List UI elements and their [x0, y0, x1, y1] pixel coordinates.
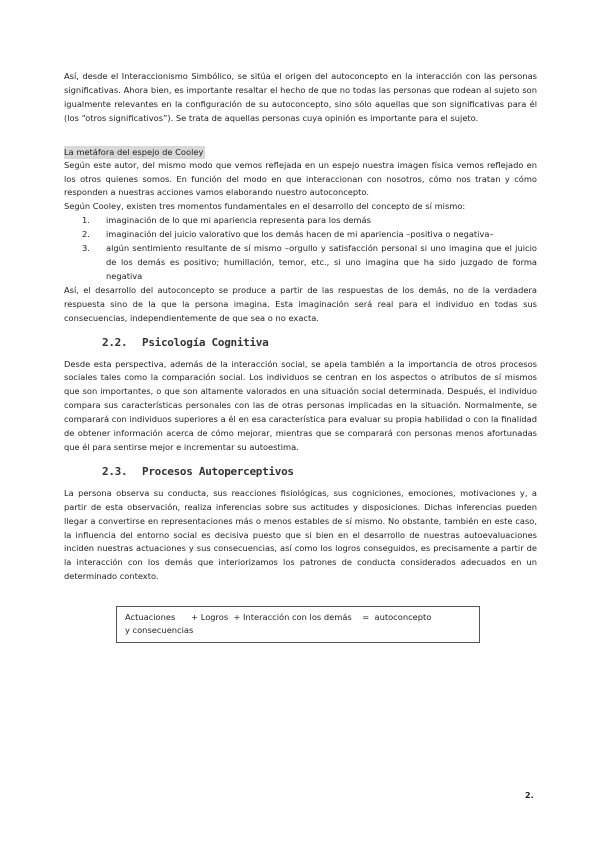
list-item — [64, 228, 537, 242]
section-title: Procesos Autoperceptivos — [142, 464, 294, 478]
section-title: Psicología Cognitiva — [142, 335, 269, 349]
list-item-number: 2. — [82, 229, 90, 240]
formula-line-2: y consecuencias — [125, 625, 194, 636]
page-number: 2. — [525, 791, 534, 800]
section-number: 2.2. — [102, 335, 128, 349]
cognitive-paragraph: Desde esta perspectiva, además de la interacción social, se apela también a la importancia de otros procesos sociales tales como la comparación social. Los individuos se centran en los aspectos o atributos de sí mismos que son importantes, o que son altamente valorados en una situación social determinada. Después, el individuo compara sus características personales con las de otras personas implicadas en la situación. Normalmente, se comparará con individuos superiores a él en esa característica para evaluar su propia habilidad o con la finalidad de obtener información acerca de cómo mejorar, mientras que se comparará con personas menos afortunadas que él para sentirse mejor e incrementar su autoestima. — [64, 358, 537, 452]
perceptive-paragraph: La persona observa su conducta, sus reacciones fisiológicas, sus cogniciones, emociones, motivaciones y, a partir de esta observación, realiza inferencias sobre sus actitudes y disposiciones. Dichas inferencias pueden llegar a convertirse en representaciones más o menos estables de sí mismo. No obstante, también en este caso, la influencia del entorno social es decisiva puesto que si bien en el desarrollo de nuestras autoevaluaciones inciden nuestras actuaciones y sus consecuencias, así como los logros conseguidos, es precisamente a partir de la interacción con los demás que interiorizamos los patrones de conducta considerados adecuados en un determinado contexto. — [64, 487, 537, 582]
cooley-conclusion: Así, el desarrollo del autoconcepto se produce a partir de las respuestas de los demás, no de la verdadera respuesta sino de la que la persona imagina. Esta imaginación será real para el individuo en todas sus consecuencias, independientemente de que sea o no exacta. — [64, 284, 537, 323]
formula-box — [116, 606, 480, 643]
document-page — [64, 70, 537, 643]
cooley-paragraph: Según este autor, del mismo modo que vemos reflejada en un espejo nuestra imagen física vemos reflejado en los otros quienes somos. En función del modo en que interaccionan con nosotros, cómo nos tratan y cómo responden a nuestras acciones vamos elaborando nuestro autoconcepto. — [64, 159, 537, 198]
section-number: 2.3. — [102, 464, 128, 478]
moments-list — [64, 214, 537, 284]
section-heading-perceptive — [64, 464, 537, 480]
cooley-heading: La metáfora del espejo de Cooley — [64, 146, 204, 157]
list-item-number: 1. — [82, 215, 90, 226]
list-item-text: imaginación de lo que mi apariencia representa para los demás — [106, 215, 371, 226]
intro-paragraph: Así, desde el Interaccionismo Simbólico, se sitúa el origen del autoconcepto en la interacción con las personas significativas. Ahora bien, es importante resaltar el hecho de que no todas las personas que rodean al sujeto son igualmente relevantes en la configuración de su autoconcepto, sino sólo aquellas que son significativas para él (los “otros significativos”). Se trata de aquellas personas cuya opinión es importante para el sujeto. — [64, 71, 537, 123]
cooley-moments-intro: Según Cooley, existen tres momentos fundamentales en el desarrollo del concepto de sí mismo: — [64, 201, 466, 212]
list-item-text: algún sentimiento resultante de sí mismo –orgullo y satisfacción personal si uno imagina que el juicio de los demás es positivo; humillación, temor, etc., si uno imagina que ha sido juzgado de forma negativa — [106, 243, 537, 281]
list-item — [64, 214, 537, 228]
formula-line-1: Actuaciones + Logros + Interacción con los demás = autoconcepto — [125, 612, 432, 623]
list-item — [64, 242, 537, 284]
list-item-text: imaginación del juicio valorativo que los demás hacen de mi apariencia –positiva o negativa– — [106, 229, 494, 240]
list-item-number: 3. — [82, 243, 90, 254]
section-heading-cognitive — [64, 335, 537, 351]
